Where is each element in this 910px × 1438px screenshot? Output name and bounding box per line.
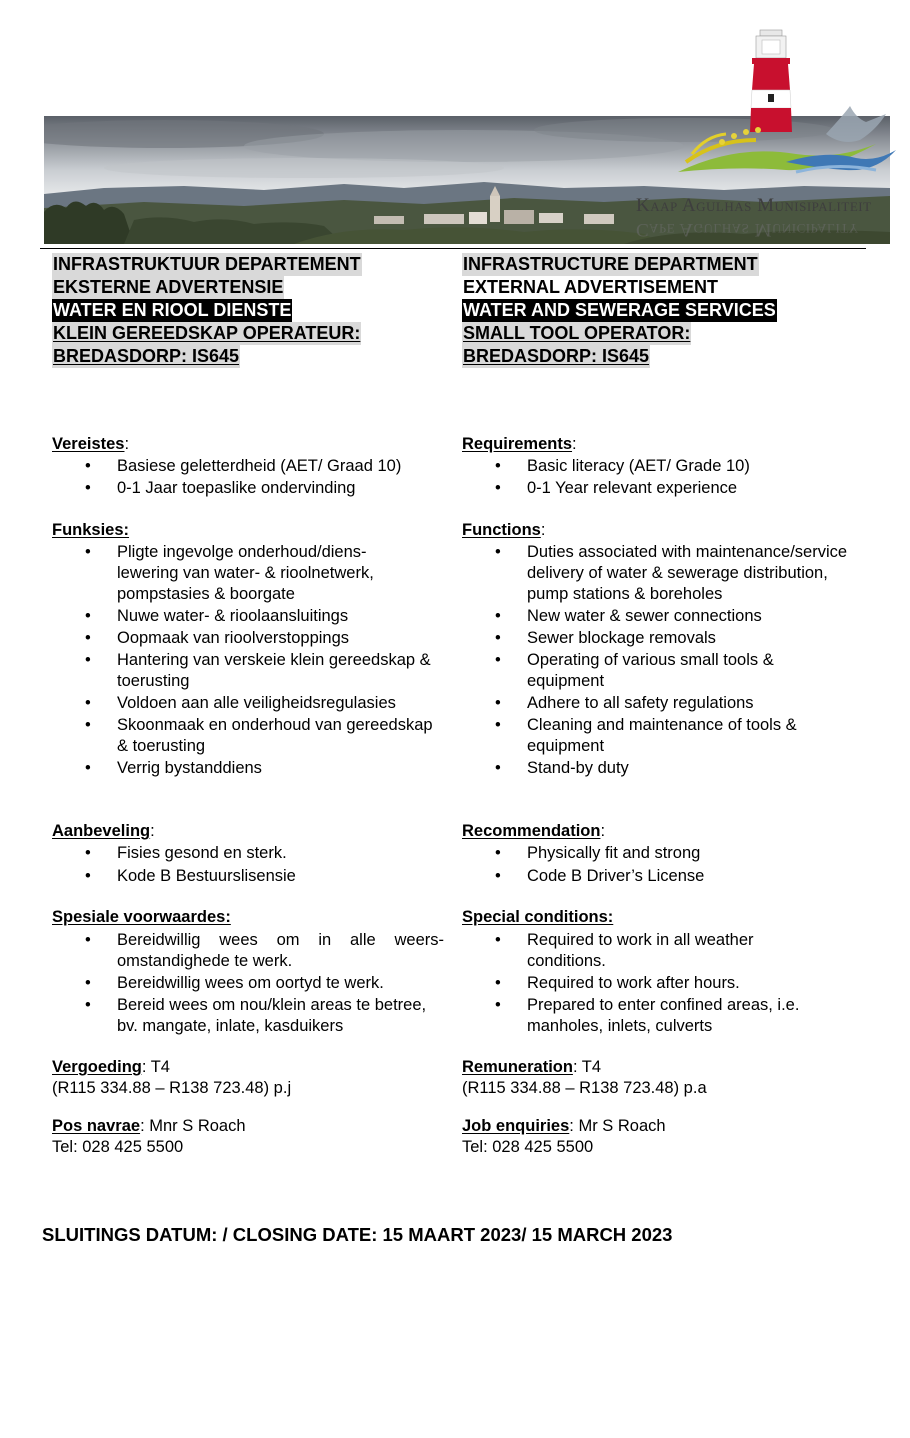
closing-date: SLUITINGS DATUM: / CLOSING DATE: 15 MAART 2023/ 15 MARCH 2023 xyxy=(42,1224,673,1245)
heading-advert-type: EKSTERNE ADVERTENSIE xyxy=(53,277,284,297)
list-item: • Stand-by duty xyxy=(462,758,854,779)
recommendation-title: Aanbeveling xyxy=(52,822,151,840)
remuneration-grade: : T4 xyxy=(141,1058,170,1076)
column-english xyxy=(462,253,854,1156)
list-item: • Verrig bystanddiens xyxy=(52,758,444,779)
enquiries-tel: Tel: 028 425 5500 xyxy=(52,1138,184,1156)
list-item: • Bereid wees om nou/klein areas te betree, bv. mangate, inlate, kasduikers xyxy=(52,995,444,1037)
functions-title: Funksies: xyxy=(52,521,130,539)
special-conditions-title: Spesiale voorwaardes: xyxy=(52,908,231,926)
requirements-title: Vereistes xyxy=(52,435,125,453)
list-item: • Nuwe water- & rioolaansluitings xyxy=(52,606,444,627)
functions-section xyxy=(52,520,444,779)
requirements-section: Vereistes: • Basiese geletterdheid (AET/ Graad 10) • 0-1 Jaar toepaslike ondervinding xyxy=(52,434,444,499)
functions-section: Functions: • Duties associated with maintenance/service delivery of water & sewerage distribution, pump stations & boreholes • New water & sewer connections • Sewer blockage removals • Operating of various small tools & equipment • Adhere to all safety regulations • Cleaning and maintenance of tools & equipment • Stand-by duty xyxy=(462,520,854,779)
list-item: • Prepared to enter confined areas, i.e. manholes, inlets, culverts xyxy=(462,995,854,1037)
heading-position: KLEIN GEREEDSKAP OPERATEUR: xyxy=(53,323,361,343)
heading-position: SMALL TOOL OPERATOR: xyxy=(463,323,691,343)
special-conditions-section xyxy=(462,907,854,1037)
enquiries-title: Pos navrae xyxy=(52,1117,141,1135)
heading-block xyxy=(52,253,444,368)
enquiries-contact: : Mr S Roach xyxy=(569,1117,666,1135)
remuneration-title: Vergoeding xyxy=(52,1058,142,1076)
list-item: • Skoonmaak en onderhoud van gereedskap & toerusting xyxy=(52,715,444,757)
remuneration-grade: : T4 xyxy=(572,1058,602,1076)
list-item: • Hantering van verskeie klein gereedskap & toerusting xyxy=(52,650,444,692)
functions-title: Functions xyxy=(462,521,541,539)
list-item: • Kode B Bestuurslisensie xyxy=(52,866,444,887)
remuneration-title: Remuneration xyxy=(462,1058,573,1076)
list-item: • Pligte ingevolge onderhoud/diens-lewering van water- & rioolnetwerk, pompstasies & boorgate xyxy=(52,542,444,605)
recommendation-section: Aanbeveling: • Fisies gesond en sterk. • Kode B Bestuurslisensie xyxy=(52,821,444,887)
list-item: • Cleaning and maintenance of tools & equipment xyxy=(462,715,854,757)
list-item: • Bereidwillig wees om in alle weers-omstandighede te werk. xyxy=(52,930,444,972)
list-item: • Code B Driver’s License xyxy=(462,866,854,887)
enquiries-tel: Tel: 028 425 5500 xyxy=(462,1138,594,1156)
remuneration-section xyxy=(52,1057,444,1099)
list-item: • Required to work after hours. xyxy=(462,973,854,994)
recommendation-title: Recommendation xyxy=(462,822,601,840)
list-item: • Basiese geletterdheid (AET/ Graad 10) xyxy=(52,456,444,477)
list-item: • 0-1 Year relevant experience xyxy=(462,478,854,499)
remuneration-section xyxy=(462,1057,854,1099)
remuneration-range: (R115 334.88 – R138 723.48) p.a xyxy=(462,1079,707,1097)
list-item: • Duties associated with maintenance/service delivery of water & sewerage distribution, pump stations & boreholes xyxy=(462,542,854,605)
enquiries-title: Job enquiries xyxy=(462,1117,570,1135)
heading-service: WATER EN RIOOL DIENSTE xyxy=(53,300,292,320)
special-conditions-section xyxy=(52,907,444,1037)
list-item: • Sewer blockage removals xyxy=(462,628,854,649)
header-divider xyxy=(40,248,866,249)
list-item: • Bereidwillig wees om oortyd te werk. xyxy=(52,973,444,994)
list-item: • Adhere to all safety regulations xyxy=(462,693,854,714)
list-item: • Operating of various small tools & equipment xyxy=(462,650,854,692)
heading-location-ref: BREDASDORP: IS645 xyxy=(463,346,650,366)
heading-location-ref: BREDASDORP: IS645 xyxy=(53,346,240,366)
requirements-section: Requirements: • Basic literacy (AET/ Grade 10) • 0-1 Year relevant experience xyxy=(462,434,854,499)
list-item: • Fisies gesond en sterk. xyxy=(52,843,444,864)
heading-department: INFRASTRUKTUUR DEPARTEMENT xyxy=(53,254,361,274)
enquiries-section xyxy=(462,1116,854,1158)
list-item: • New water & sewer connections xyxy=(462,606,854,627)
list-item: • Basic literacy (AET/ Grade 10) xyxy=(462,456,854,477)
municipality-name: Kaap Agulhas Munisipaliteit xyxy=(636,195,872,216)
requirements-title: Requirements xyxy=(462,435,573,453)
heading-service: WATER AND SEWERAGE SERVICES xyxy=(463,300,776,320)
list-item: • Required to work in all weather conditions. xyxy=(462,930,854,972)
list-item: • Oopmaak van rioolverstoppings xyxy=(52,628,444,649)
enquiries-contact: : Mnr S Roach xyxy=(140,1117,246,1135)
enquiries-section xyxy=(52,1116,444,1158)
special-conditions-title: Special conditions: xyxy=(462,908,614,926)
list-item: • 0-1 Jaar toepaslike ondervinding xyxy=(52,478,444,499)
remuneration-range: (R115 334.88 – R138 723.48) p.j xyxy=(52,1079,292,1097)
heading-advert-type: EXTERNAL ADVERTISEMENT xyxy=(463,277,719,297)
heading-department: INFRASTRUCTURE DEPARTMENT xyxy=(463,254,758,274)
list-item: • Voldoen aan alle veiligheidsregulasies xyxy=(52,693,444,714)
list-item: • Physically fit and strong xyxy=(462,843,854,864)
municipality-name-reflection: Cape Agulhas Municipality xyxy=(636,219,859,240)
column-afrikaans xyxy=(52,253,444,1156)
recommendation-section: Recommendation: • Physically fit and strong • Code B Driver’s License xyxy=(462,821,854,887)
heading-block xyxy=(462,253,854,368)
